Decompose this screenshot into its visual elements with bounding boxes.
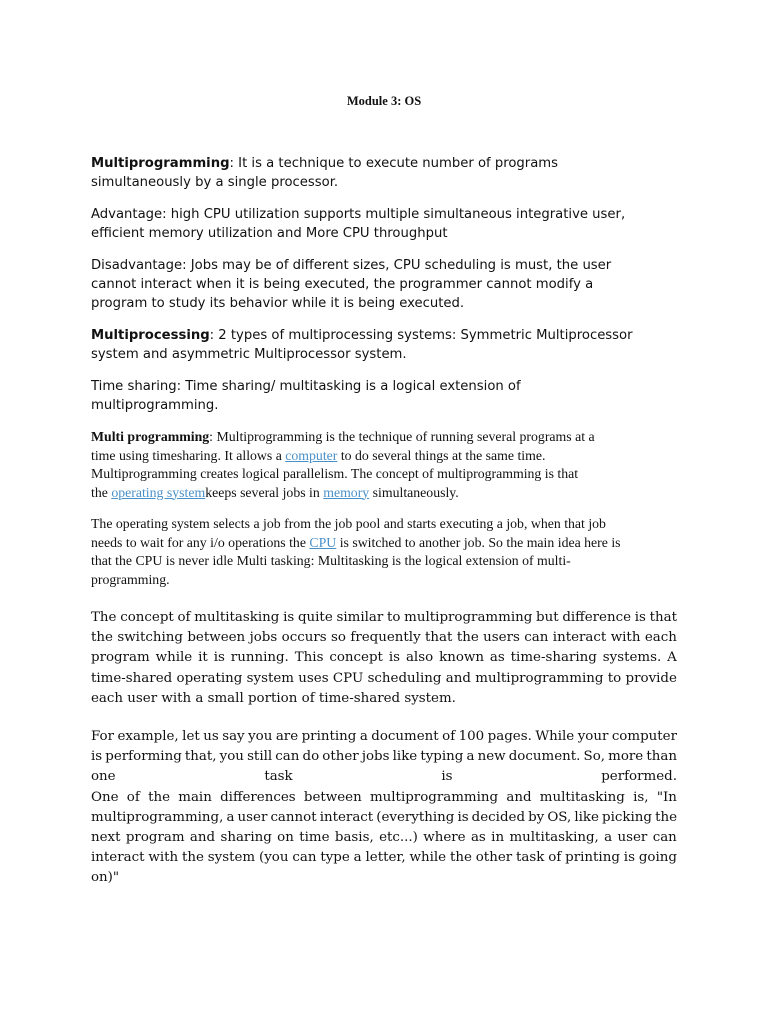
word: system [207, 850, 256, 866]
word: as [489, 650, 505, 666]
word: 100 [458, 729, 485, 744]
word: document [371, 729, 439, 744]
word: user [237, 809, 268, 825]
word: to [387, 610, 401, 625]
page-title: Module 3: OS [346, 94, 422, 108]
word: can [524, 630, 549, 646]
word: is [388, 650, 401, 666]
word: by [528, 809, 545, 825]
word: you [248, 729, 273, 744]
word: like [574, 809, 599, 825]
word: occurs [281, 630, 327, 646]
word: concept [120, 610, 174, 625]
word: scheduling [367, 670, 442, 686]
word: letter, [365, 850, 406, 866]
word: a [353, 850, 362, 866]
advantage-paragraph: Advantage: high CPU utilization supports multiple simultaneous integrative user, efficient memory utilization and More CPU throughput [91, 207, 626, 241]
word: as [470, 830, 486, 846]
word: So, [583, 749, 606, 765]
word: (you [258, 850, 289, 866]
word: interact [319, 809, 374, 825]
multiprogramming-term: Multiprogramming [91, 156, 230, 171]
word: next [91, 830, 121, 846]
word: typing [420, 749, 464, 765]
word: quite [297, 610, 333, 625]
word: on [277, 830, 294, 846]
word: other [322, 749, 359, 765]
word: do [302, 749, 320, 765]
word: other [475, 850, 513, 866]
word: a [359, 729, 368, 744]
word: picking [602, 809, 652, 825]
word: the [91, 630, 113, 646]
word: the [181, 850, 204, 866]
word: cannot [270, 809, 317, 825]
word: is [634, 610, 646, 625]
multiprocessing-paragraph: Multiprocessing: 2 types of multiprocessing systems: Symmetric Multiprocessor system and asymmetric Multiprocessor system. [91, 328, 633, 362]
word: OS, [547, 809, 572, 825]
word: with [610, 630, 641, 646]
word: "In [656, 789, 677, 805]
word: CPU [332, 670, 364, 686]
word: is, [633, 789, 649, 805]
word: like [392, 749, 418, 765]
word: time [299, 830, 330, 846]
spread-line: one task is performed. [91, 769, 677, 785]
word: multiprogramming [404, 610, 533, 625]
word: can [275, 749, 300, 765]
word: interact [552, 630, 607, 646]
word: frequently [350, 630, 421, 646]
cpu-link[interactable]: CPU [309, 534, 337, 550]
word: more [608, 749, 644, 765]
word: a [466, 749, 475, 765]
operating-system-link[interactable]: operating system [111, 484, 206, 500]
word: users [483, 630, 520, 646]
word: printing [301, 729, 357, 744]
word: it [198, 650, 208, 666]
word: multitasking [539, 789, 625, 805]
word: task [516, 850, 545, 866]
word: the [456, 630, 479, 646]
multiprocessing-term: Multiprocessing [91, 328, 210, 343]
word: basis, [334, 830, 374, 846]
word: A [667, 650, 677, 666]
word: than [646, 749, 677, 765]
word: each [644, 630, 677, 646]
word: multiprogramming [369, 789, 499, 805]
word: multitasking, [509, 830, 599, 846]
word: concept [329, 650, 383, 666]
word: also [405, 650, 434, 666]
word: user [617, 830, 648, 846]
word: and [506, 789, 532, 805]
multi-programming-definition: Multi programming: Multiprogramming is the technique of running several programs at a time using timesharing. It allows a computer to do several things at the same time. Multiprogramming creates logical parallelism. The concept of multiprogramming is that the operating systemkeeps several jobs in memory simultaneously. [91, 429, 595, 500]
word: multiprogramming [475, 670, 604, 686]
word: the [655, 809, 677, 825]
word: computer [611, 729, 677, 744]
word: multitasking [194, 610, 280, 625]
word: new [477, 749, 506, 765]
word: time-shared [91, 670, 173, 686]
memory-link[interactable]: memory [323, 484, 370, 500]
word: of [126, 789, 140, 805]
word: and [445, 670, 471, 686]
word: While [535, 729, 575, 744]
word: can [652, 830, 677, 846]
time-sharing-paragraph: Time sharing: Time sharing/ multitasking is a logical extension of multiprogramming. [91, 379, 521, 413]
word: program [125, 830, 185, 846]
word: differences [220, 789, 296, 805]
word: the [449, 850, 472, 866]
word: but [536, 610, 559, 625]
word: a [604, 830, 613, 846]
word: while [409, 850, 447, 866]
word: This [294, 650, 324, 666]
word: is [457, 809, 469, 825]
word: is [623, 850, 635, 866]
word: multiprogramming, [91, 809, 224, 825]
job-pool-paragraph: The operating system selects a job from the job pool and starts executing a job, when that job needs to wait for any i/o operations the CPU is switched to another job. So the main idea here is that the CPU is never idle Multi tasking: Multitasking is the logical extension of multi- programming. [91, 516, 621, 587]
word: main [178, 789, 212, 805]
word: known [439, 650, 484, 666]
word: decided [471, 809, 526, 825]
word: where [423, 830, 466, 846]
word: are [275, 729, 299, 744]
word: the [148, 789, 170, 805]
word: of [548, 850, 562, 866]
word: is [91, 749, 103, 765]
word: provide [625, 670, 677, 686]
word: program [91, 650, 150, 666]
word: is [283, 610, 295, 625]
word: your [577, 729, 609, 744]
word: you [219, 749, 244, 765]
computer-link[interactable]: computer [285, 447, 338, 463]
word: (everything [376, 809, 455, 825]
word: system [246, 670, 294, 686]
word: in [491, 830, 505, 846]
word: similar [336, 610, 384, 625]
word: with [148, 850, 179, 866]
word: operating [176, 670, 243, 686]
word: performing [105, 749, 182, 765]
word: etc...) [379, 830, 418, 846]
word: For [91, 729, 115, 744]
word: type [320, 850, 350, 866]
word: sharing [220, 830, 272, 846]
example-paragraph: For example, let us say you are printing a document of 100 pages. While your computer is performing that, you still can do other jobs like typing a new document. So, more than one task is performed. One of the main differences between multiprogramming and multitasking is, "In multiprogramming, a user cannot interact (everything is decided by OS, like picking the next program and sharing on time basis, etc...) where as in multitasking, a user can interact with the system (you can type a letter, while the other task of printing is going on)" [91, 729, 677, 886]
word: that, [184, 749, 217, 765]
word: between [303, 789, 362, 805]
word: while [155, 650, 193, 666]
word: time-sharing [510, 650, 597, 666]
word: systems. [602, 650, 662, 666]
word: jobs [361, 749, 390, 765]
word: The [91, 610, 117, 625]
word: printing [565, 850, 620, 866]
multi-programming-term: Multi programming [91, 429, 210, 444]
word: and [189, 830, 216, 846]
word: uses [298, 670, 329, 686]
word: running. [230, 650, 289, 666]
word: to [607, 670, 622, 686]
word: difference [562, 610, 631, 625]
word: going [638, 850, 677, 866]
word: example, [117, 729, 179, 744]
word: is [213, 650, 225, 666]
word: interact [91, 850, 145, 866]
word: let [182, 729, 200, 744]
word: a [226, 809, 235, 825]
word: that [649, 610, 677, 625]
word: can [292, 850, 317, 866]
word: switching [117, 630, 183, 646]
word: us [203, 729, 219, 744]
word: say [222, 729, 245, 744]
multitasking-paragraph: The concept of multitasking is quite similar to multiprogramming but difference is that the switching between jobs occurs so frequently that the users can interact with each program while it is running. This concept is also known as time-sharing systems. A time-shared operating system uses CPU scheduling and multiprogramming to provide each user with a small portion of time-shared system. [91, 610, 677, 706]
word: so [331, 630, 346, 646]
word: pages. [487, 729, 532, 744]
multiprogramming-paragraph: Multiprogramming: It is a technique to execute number of programs simultaneously by a single processor. [91, 156, 559, 190]
word: between [187, 630, 246, 646]
word: still [247, 749, 273, 765]
word: document. [508, 749, 581, 765]
word: of [177, 610, 191, 625]
word: One [91, 789, 119, 805]
word: of [442, 729, 456, 744]
disadvantage-paragraph: Disadvantage: Jobs may be of different sizes, CPU scheduling is must, the user cannot interact when it is being executed, the programmer cannot modify a program to study its behavior while it is being executed. [91, 258, 612, 311]
word: that [425, 630, 453, 646]
word: jobs [249, 630, 278, 646]
